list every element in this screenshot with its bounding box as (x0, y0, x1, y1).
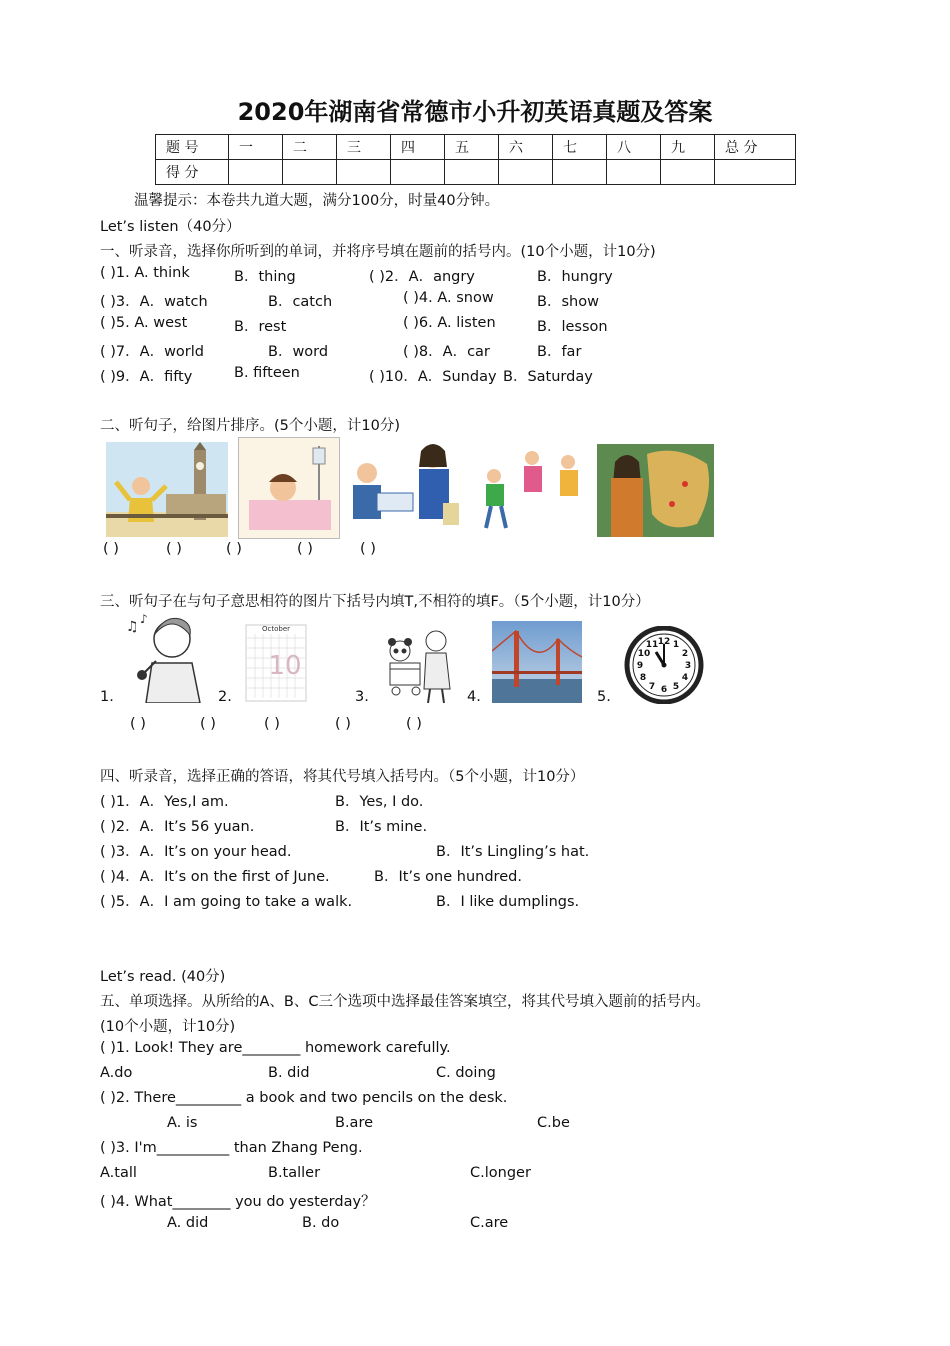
option-c: C. doing (436, 1065, 496, 1081)
option-a: A.do (100, 1065, 133, 1081)
question-text: ( )1. Look! They are________ homework carefully. (100, 1040, 451, 1056)
question-text: ( )1. A. think (100, 265, 190, 281)
section-2-heading: 二、听句子，给图片排序。(5个小题，计10分) (100, 418, 400, 434)
clock-number: 4 (681, 673, 689, 683)
question-text: ( )2．A．angry (369, 269, 475, 285)
table-cell[interactable] (553, 160, 607, 185)
table-cell[interactable] (715, 160, 796, 185)
question-text: ( )5．A．I am going to take a walk. (100, 894, 353, 910)
picture-number: 5. (597, 689, 611, 705)
score-table-score-row (156, 160, 796, 185)
table-cell: 二 (283, 135, 337, 160)
tf-bracket[interactable]: ( ) (200, 716, 216, 732)
picture-number: 2. (218, 689, 232, 705)
table-cell: 五 (445, 135, 499, 160)
table-cell[interactable] (499, 160, 553, 185)
option-c: C.are (470, 1215, 509, 1231)
option-b: B．Yes, I do. (335, 794, 424, 810)
option-b: B．catch (268, 294, 333, 310)
clock-number: 7 (648, 682, 656, 692)
table-cell: 六 (499, 135, 553, 160)
option-b: B．It’s one hundred. (374, 869, 522, 885)
picture-kids-exercising (476, 442, 586, 537)
table-cell[interactable] (445, 160, 499, 185)
section-4-heading: 四、听录音，选择正确的答语，将其代号填入括号内。（5个小题，计10分） (100, 769, 585, 785)
picture-number: 1. (100, 689, 114, 705)
question-text: ( )3．A．It’s on your head. (100, 844, 292, 860)
question-text: ( )3. I'm__________ than Zhang Peng. (100, 1140, 363, 1156)
question-text: ( )8．A．car (403, 344, 490, 360)
order-bracket[interactable]: ( ) (166, 541, 182, 557)
question-text: ( )7．A．world (100, 344, 204, 360)
order-bracket[interactable]: ( ) (103, 541, 119, 557)
question-text: ( )4. A. snow (403, 290, 494, 306)
table-cell[interactable] (661, 160, 715, 185)
tf-bracket[interactable]: ( ) (130, 716, 146, 732)
clock-number: 2 (681, 649, 689, 659)
option-a: A. did (167, 1215, 209, 1231)
clock-number: 8 (639, 673, 647, 683)
table-cell: 九 (661, 135, 715, 160)
clock-number: 9 (636, 661, 644, 671)
option-b: B．Saturday (503, 369, 593, 385)
section-5-heading: 五、单项选择。从所给的A、B、C三个选项中选择最佳答案填空，将其代号填入题前的括号内。 (100, 994, 710, 1010)
option-b: B．hungry (537, 269, 613, 285)
table-cell: 七 (553, 135, 607, 160)
order-bracket[interactable]: ( ) (226, 541, 242, 557)
picture-big-ben-boy (106, 442, 228, 537)
table-cell[interactable] (337, 160, 391, 185)
order-bracket[interactable]: ( ) (297, 541, 313, 557)
option-b: B．It’s Lingling’s hat. (436, 844, 590, 860)
section-1-heading: 一、听录音，选择你所听到的单词，并将序号填在题前的括号内。(10个小题，计10分) (100, 244, 656, 260)
picture-clock (622, 626, 706, 704)
page-title: 2020年湖南省常德市小升初英语真题及答案 (237, 98, 713, 126)
tf-bracket[interactable]: ( ) (335, 716, 351, 732)
question-text: ( )1．A．Yes,I am. (100, 794, 229, 810)
clock-number: 10 (637, 649, 651, 659)
option-b: B．rest (234, 319, 287, 335)
picture-sick-girl (238, 437, 340, 539)
table-cell: 得 分 (156, 160, 229, 185)
section-5-heading-line2: (10个小题，计10分) (100, 1019, 236, 1035)
calendar-day: 10 (268, 651, 302, 681)
table-cell: 一 (229, 135, 283, 160)
picture-golden-gate-bridge (492, 621, 582, 703)
picture-panda-shopping (380, 625, 456, 703)
tf-bracket[interactable]: ( ) (406, 716, 422, 732)
option-b: B.are (335, 1115, 374, 1131)
table-cell: 四 (391, 135, 445, 160)
clock-number: 1 (672, 640, 680, 650)
score-table (155, 134, 796, 185)
svg-text:♪: ♪ (140, 613, 148, 626)
option-c: C.longer (470, 1165, 531, 1181)
question-text: ( )10．A．Sunday (369, 369, 497, 385)
option-b: B．thing (234, 269, 296, 285)
table-cell[interactable] (391, 160, 445, 185)
picture-boy-teacher (347, 437, 464, 537)
question-text: ( )6. A. listen (403, 315, 496, 331)
table-cell: 八 (607, 135, 661, 160)
picture-number: 3. (355, 689, 369, 705)
table-cell[interactable] (229, 160, 283, 185)
order-bracket[interactable]: ( ) (360, 541, 376, 557)
tf-bracket[interactable]: ( ) (264, 716, 280, 732)
table-cell: 题 号 (156, 135, 229, 160)
option-b: B. do (302, 1215, 340, 1231)
table-cell: 三 (337, 135, 391, 160)
listen-heading: Let’s listen（40分） (100, 219, 241, 235)
clock-number: 3 (684, 661, 692, 671)
option-b: B．lesson (537, 319, 608, 335)
clock-number: 6 (660, 685, 668, 695)
question-text: ( )4. What________ you do yesterday？ (100, 1194, 376, 1210)
clock-number: 5 (672, 682, 680, 692)
question-text: ( )9．A．fifty (100, 369, 193, 385)
score-table-header-row (156, 135, 796, 160)
picture-map-lady (597, 444, 714, 537)
question-text: ( )3．A．watch (100, 294, 208, 310)
option-b: B. fifteen (234, 365, 300, 381)
clock-number: 11 (645, 640, 659, 650)
calendar-month: October (261, 625, 291, 633)
option-b: B．I like dumplings. (436, 894, 580, 910)
question-text: ( )4．A．It’s on the first of June. (100, 869, 330, 885)
option-a: A. is (167, 1115, 198, 1131)
picture-singing-girl (122, 613, 206, 703)
table-cell: 总 分 (715, 135, 796, 160)
option-a: A.tall (100, 1165, 137, 1181)
option-c: C.be (537, 1115, 570, 1131)
option-b: B．It’s mine. (335, 819, 428, 835)
svg-text:♫: ♫ (126, 619, 139, 635)
picture-number: 4. (467, 689, 481, 705)
option-b: B．word (268, 344, 329, 360)
question-text: ( )2. There_________ a book and two pencils on the desk. (100, 1090, 508, 1106)
table-cell[interactable] (283, 160, 337, 185)
tip-text: 温馨提示：本卷共九道大题，满分100分，时量40分钟。 (134, 193, 500, 209)
option-b: B．show (537, 294, 599, 310)
read-heading: Let’s read. (40分) (100, 969, 226, 985)
question-text: ( )2．A．It’s 56 yuan. (100, 819, 255, 835)
table-cell[interactable] (607, 160, 661, 185)
option-b: B．far (537, 344, 582, 360)
picture-calendar (245, 624, 307, 702)
option-b: B. did (268, 1065, 310, 1081)
section-3-heading: 三、听句子在与句子意思相符的图片下括号内填T,不相符的填F。（5个小题，计10分） (100, 594, 650, 610)
option-b: B.taller (268, 1165, 321, 1181)
clock-number: 12 (657, 637, 671, 647)
question-text: ( )5. A. west (100, 315, 188, 331)
